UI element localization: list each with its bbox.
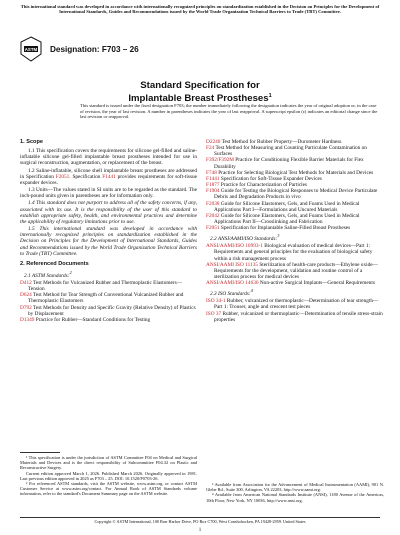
title-footnote-mark: 1 — [268, 93, 272, 99]
reference-title: Practice for Selecting Biological Test Methods for Materials and Devices — [216, 169, 374, 176]
reference-title: Guide for Silicone Elastomers, Gels, and Foams Used in Medical Applications Part I—Formulations and Uncured Materials — [214, 200, 360, 213]
paragraph-1-2: 1.2 Saline-inflatable, silicone shell implantable breast prostheses are addressed in Specification F2051. Specification F1441 provides requirements for soft-tissue expander devices. — [20, 167, 197, 186]
footnote-rule — [20, 452, 60, 453]
reference-item — [206, 225, 384, 231]
copyright-line: Copyright © ASTM International, 100 Barr Harbor Drive, PO Box C700, West Conshohocken, PA 19428-2959. United States — [94, 519, 306, 524]
astm-reference-list-left — [20, 280, 197, 323]
reference-item — [20, 292, 197, 304]
iso-reference-list — [206, 298, 384, 323]
reference-link[interactable]: ANSI/AAMI/ISO 10993-1 — [206, 243, 263, 250]
astm-reference-list-right — [206, 139, 384, 231]
reference-title: Test Methods for Density and Specific Gravity (Relative Density) of Plastics by Displacement — [28, 304, 196, 317]
reference-title: Test Method for Tear Strength of Conventional Vulcanized Rubber and Thermoplastic Elastomers — [28, 292, 184, 305]
reference-title: Non-active Surgical Implants—General Requirements — [258, 280, 375, 287]
reference-link[interactable]: F392/F392M — [206, 157, 234, 164]
reference-item — [20, 305, 197, 317]
reference-item — [20, 317, 197, 323]
footnote: ⁴ Available from American National Standards Institute (ANSI), 1180 Avenue of the Americas, 10th Floor, New York, NY 10036, http://www.ansi.org. — [206, 492, 384, 503]
reference-item — [206, 262, 384, 280]
paragraph-1-3: 1.3 Units—The values stated in SI units are to be regarded as the standard. The inch-pound units given in parentheses are for information only. — [20, 187, 197, 200]
footnotes-right — [206, 482, 384, 503]
svg-text:ASTM: ASTM — [24, 47, 38, 52]
reference-title: Test Methods for Vulcanized Rubber and Thermoplastic Elastomers—Tension — [28, 279, 183, 293]
reference-link[interactable]: F1904 — [206, 188, 220, 195]
reference-item — [206, 298, 384, 310]
reference-link[interactable]: D624 — [20, 292, 32, 299]
reference-link[interactable]: D792 — [20, 304, 32, 311]
reference-link[interactable]: F2038 — [206, 200, 220, 207]
paragraph-1-4: 1.4 This standard does not purport to address all of the safety concerns, if any, associated with its use. It is the responsibility of the user of this standard to establish appropriate safety, health, and environmental practices and determine the applicability of regulatory limitations prior to use. — [20, 200, 197, 225]
scope-heading: 1. Scope — [20, 139, 44, 145]
reference-title: Rubber, vulcanized or thermoplastic—Determination of tear strength—Part 1: Trouser, angle and crescent test pieces — [214, 298, 379, 311]
title-line-1: Standard Specification for — [140, 80, 260, 91]
page-number: 1 — [198, 528, 202, 533]
reference-link[interactable]: F748 — [206, 169, 217, 176]
reference-link[interactable]: D2240 — [206, 139, 221, 145]
reference-link[interactable]: D1349 — [20, 316, 35, 323]
reference-link[interactable]: F2042 — [206, 212, 220, 219]
iso-standards-heading: 2.3 ISO Standards:$^4$ — [210, 288, 253, 298]
paragraph-1-5: 1.5 This international standard was developed in accordance with internationally recognized principles on standardization established in the Decision on Principles for the Development of International Standards, Guides and Recommendations issued by the World Trade Organization Technical Barriers to Trade (TBT) Committee. — [20, 226, 197, 257]
reference-item — [206, 213, 384, 225]
issuance-note: This standard is issued under the fixed designation F703; the number immediately following the designation indicates the year of original adoption or, in the case of revision, the year of last revision. A number in parentheses indicates the year of last reapproval. A superscript epsilon (ε) indicates an editorial change since the last revision or reapproval. — [80, 103, 378, 120]
footnote: Current edition approved March 1, 2026. Published March 2026. Originally approved in 1981. Last previous edition approved in 2025 as F703 – 25. DOI: 10.1520/F0703-26. — [20, 470, 197, 481]
reference-title: Guide for Silicone Elastomers, Gels, and Foams Used in Medical Applications Part II—Crosslinking and Fabrication — [214, 212, 360, 226]
left-column — [20, 139, 197, 323]
reference-item — [206, 243, 384, 261]
header-notice: This international standard was developed in accordance with internationally recognized principles on standardization established in the Decision on Principles for the Development of International Standards, Guides and Recommendations issued by the World Trade Organization Technical Barriers to Trade (TBT) Committee. — [20, 4, 380, 15]
astm-logo — [20, 36, 42, 62]
reference-link[interactable]: ANSI/AAMI/ISO 14630 — [206, 280, 259, 287]
footnote: ¹ This specification is under the jurisdiction of ASTM Committee F04 on Medical and Surgical Materials and Devices and is the direct responsibility of Subcommittee F04.32 on Plastic and Reconstructive Surgery. — [20, 455, 197, 471]
astm-standards-heading: 2.1 ASTM Standards:$^2$ — [24, 269, 72, 279]
reference-title: Sterilization of health-care products—Ethylene oxide—Requirements for the development, validation and routine control of a sterilization process for medical devices — [214, 261, 378, 281]
reference-title: Specification for Soft-Tissue Expander Devices — [219, 175, 322, 182]
reference-link[interactable]: D412 — [20, 279, 32, 286]
ansi-reference-list — [206, 243, 384, 286]
link-f1441[interactable]: F1441 — [102, 173, 116, 180]
referenced-documents-heading: 2. Referenced Documents — [20, 260, 89, 267]
reference-item — [206, 145, 384, 157]
ansi-standards-heading: 2.2 ANSI/AAMI/ISO Standards:$^3$ — [210, 233, 280, 243]
reference-item — [206, 201, 384, 213]
page-title — [20, 80, 380, 104]
footnote: ² For referenced ASTM standards, visit the ASTM website, www.astm.org, or contact ASTM Customer Service at www.astm.org/contact. For Annual Book of ASTM Standards volume information, refer to the standard's Document Summary page on the ASTM website. — [20, 481, 197, 497]
link-f2051[interactable]: F2051 — [55, 173, 70, 180]
footnotes-left — [20, 452, 197, 497]
designation: Designation: F703 – 26 — [50, 45, 139, 54]
footer-rule — [20, 517, 380, 518]
reference-item — [206, 280, 384, 286]
reference-link[interactable]: F1877 — [206, 182, 220, 189]
right-column — [206, 139, 384, 323]
reference-item — [206, 188, 384, 200]
reference-link[interactable]: ISO 37 — [206, 310, 222, 317]
reference-title: Specification for Implantable Saline-Filled Breast Prostheses — [219, 225, 351, 232]
reference-title: Practice for Characterization of Particles — [219, 182, 308, 189]
reference-title: Test Method for Rubber Property—Durometer Hardness — [220, 139, 342, 145]
reference-item — [206, 157, 384, 169]
reference-item — [206, 311, 384, 323]
reference-title: Guide for Testing the Biological Responses to Medical Device Particulate Debris and Degradation Products in vivo — [214, 188, 378, 201]
reference-title: Test Method for Measuring and Counting Particulate Contamination on Surfaces — [214, 145, 367, 158]
reference-title: Rubber, vulcanized or thermoplastic—Determination of tensile stress-strain properties — [214, 310, 383, 323]
reference-item — [20, 280, 197, 292]
reference-title: Biological evaluation of medical devices—Part 1: Requirements and general principles for the evaluation of biological safety within a risk management process — [214, 243, 373, 262]
reference-link[interactable]: F2051 — [206, 225, 220, 232]
reference-link[interactable]: F24 — [206, 145, 215, 152]
reference-link[interactable]: ISO 34-1 — [206, 298, 226, 305]
paragraph-1-1: 1.1 This specification covers the requirements for silicone gel-filled and saline-inflatable silicone gel-filled implantable breast prostheses intended for use in surgical reconstruction, augmentation, or replacement of the breast. — [20, 148, 197, 167]
footnote: ³ Available from Association for the Advancement of Medical Instrumentation (AAMI), 901 N. Glebe Rd., Suite 300, Arlington, VA 22203, http://www.aami.org. — [206, 482, 384, 493]
title-line-2: Implantable Breast Prostheses$^1$ — [128, 93, 272, 105]
reference-title: Practice for Conditioning Flexible Barrier Materials for Flex Durability — [214, 157, 364, 170]
reference-title: Practice for Rubber—Standard Conditions for Testing — [34, 316, 151, 323]
reference-link[interactable]: ANSI/AAMI ISO 11135 — [206, 261, 258, 268]
reference-link[interactable]: F1441 — [206, 175, 220, 182]
